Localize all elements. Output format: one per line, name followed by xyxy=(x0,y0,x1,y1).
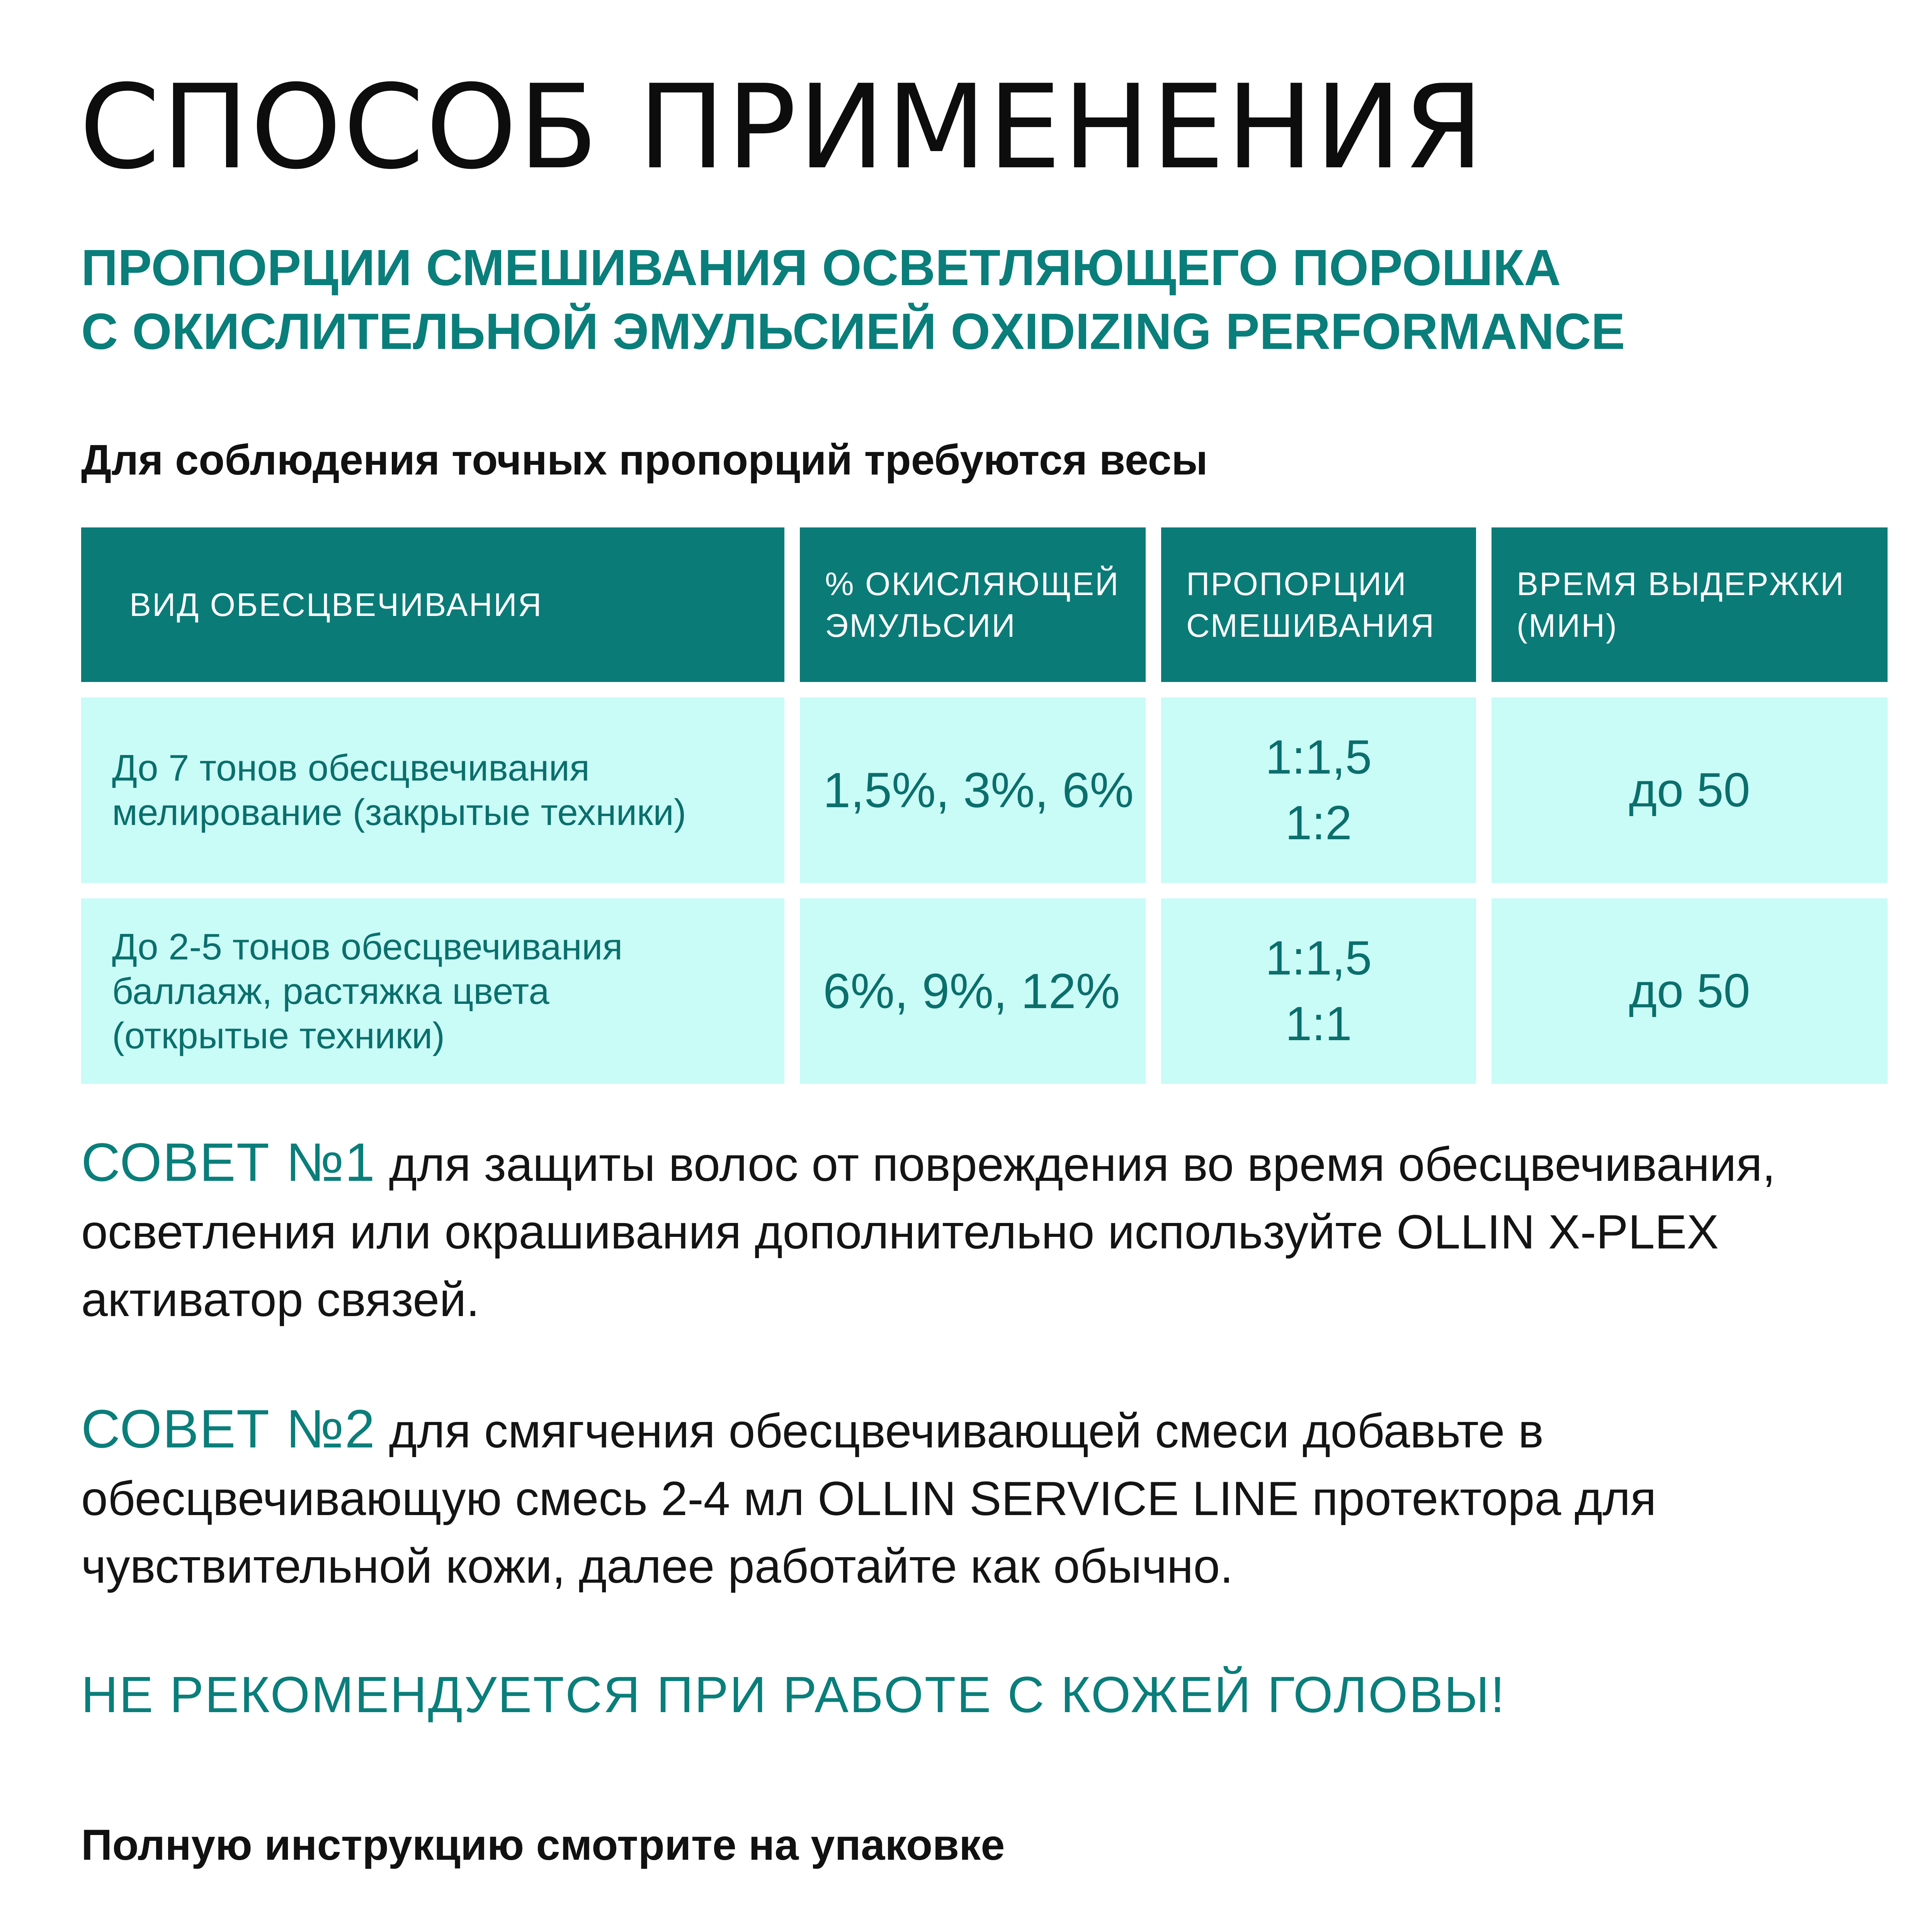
tip-1-text: для защиты волос от повреждения во время обесцвечивания, осветления или окрашивания дополнительно используйте OLLIN X-PLEX активатор связей. xyxy=(81,1138,1776,1327)
ratio-value: 1:1 xyxy=(1285,997,1352,1051)
time-value: до 50 xyxy=(1629,964,1750,1018)
description-line: До 2-5 тонов обесцвечивания xyxy=(112,926,623,968)
header-line: (МИН) xyxy=(1517,607,1618,644)
description-line: До 7 тонов обесцвечивания xyxy=(112,747,590,789)
scalp-warning: НЕ РЕКОМЕНДУЕТСЯ ПРИ РАБОТЕ С КОЖЕЙ ГОЛОВЫ! xyxy=(81,1666,1506,1723)
mixing-table xyxy=(81,527,1857,1084)
tip-2 xyxy=(81,1395,1878,1600)
page-title: СПОСОБ ПРИМЕНЕНИЯ xyxy=(79,60,1485,195)
ratio-value: 1:1,5 xyxy=(1265,932,1372,985)
percent-value: 1,5%, 3%, 6% xyxy=(823,762,1134,818)
tip-1-label: СОВЕТ №1 xyxy=(81,1132,376,1192)
description-line: мелирование (закрытые техники) xyxy=(112,792,686,833)
header-line: ВИД ОБЕСЦВЕЧИВАНИЯ xyxy=(129,587,543,623)
scales-note: Для соблюдения точных пропорций требуются весы xyxy=(81,436,1208,484)
tip-1 xyxy=(81,1128,1878,1334)
table-row-1-time xyxy=(1492,697,1888,883)
table-row-1-ratio xyxy=(1161,697,1476,883)
description-line: (открытые техники) xyxy=(112,1015,445,1056)
description-line: баллаяж, растяжка цвета xyxy=(112,970,549,1012)
percent-value: 6%, 9%, 12% xyxy=(823,963,1120,1019)
footer-note: Полную инструкцию смотрите на упаковке xyxy=(81,1821,1005,1869)
table-row-2-percent xyxy=(800,898,1146,1084)
header-line: ПРОПОРЦИИ xyxy=(1186,566,1407,602)
table-row-2-ratio xyxy=(1161,898,1476,1084)
tip-2-text: для смягчения обесцвечивающей смеси добавьте в обесцвечивающую смесь 2-4 мл OLLIN SERVICE LINE протектора для чувствительной кожи, далее работайте как обычно. xyxy=(81,1405,1656,1593)
header-line: СМЕШИВАНИЯ xyxy=(1186,607,1435,644)
table-row-1-percent xyxy=(800,697,1146,883)
ratio-value: 1:1,5 xyxy=(1265,731,1372,784)
tip-2-label: СОВЕТ №2 xyxy=(81,1398,376,1459)
table-header-bleaching-type xyxy=(81,527,784,682)
header-line: ВРЕМЯ ВЫДЕРЖКИ xyxy=(1517,566,1845,602)
table-header-processing-time xyxy=(1492,527,1888,682)
table-row-2-description xyxy=(81,898,784,1084)
table-header-oxidizer-percent xyxy=(800,527,1146,682)
subtitle-line-2: С ОКИСЛИТЕЛЬНОЙ ЭМУЛЬСИЕЙ OXIDIZING PERFORMANCE xyxy=(81,303,1625,360)
subtitle-line-1: ПРОПОРЦИИ СМЕШИВАНИЯ ОСВЕТЛЯЮЩЕГО ПОРОШКА xyxy=(81,239,1561,296)
time-value: до 50 xyxy=(1629,764,1750,817)
table-header-mixing-ratio xyxy=(1161,527,1476,682)
subtitle xyxy=(81,236,1625,363)
table-row-1-description xyxy=(81,697,784,883)
ratio-value: 1:2 xyxy=(1285,796,1352,850)
header-line: % ОКИСЛЯЮЩЕЙ xyxy=(825,566,1120,602)
header-line: ЭМУЛЬСИИ xyxy=(825,607,1016,644)
table-row-2-time xyxy=(1492,898,1888,1084)
